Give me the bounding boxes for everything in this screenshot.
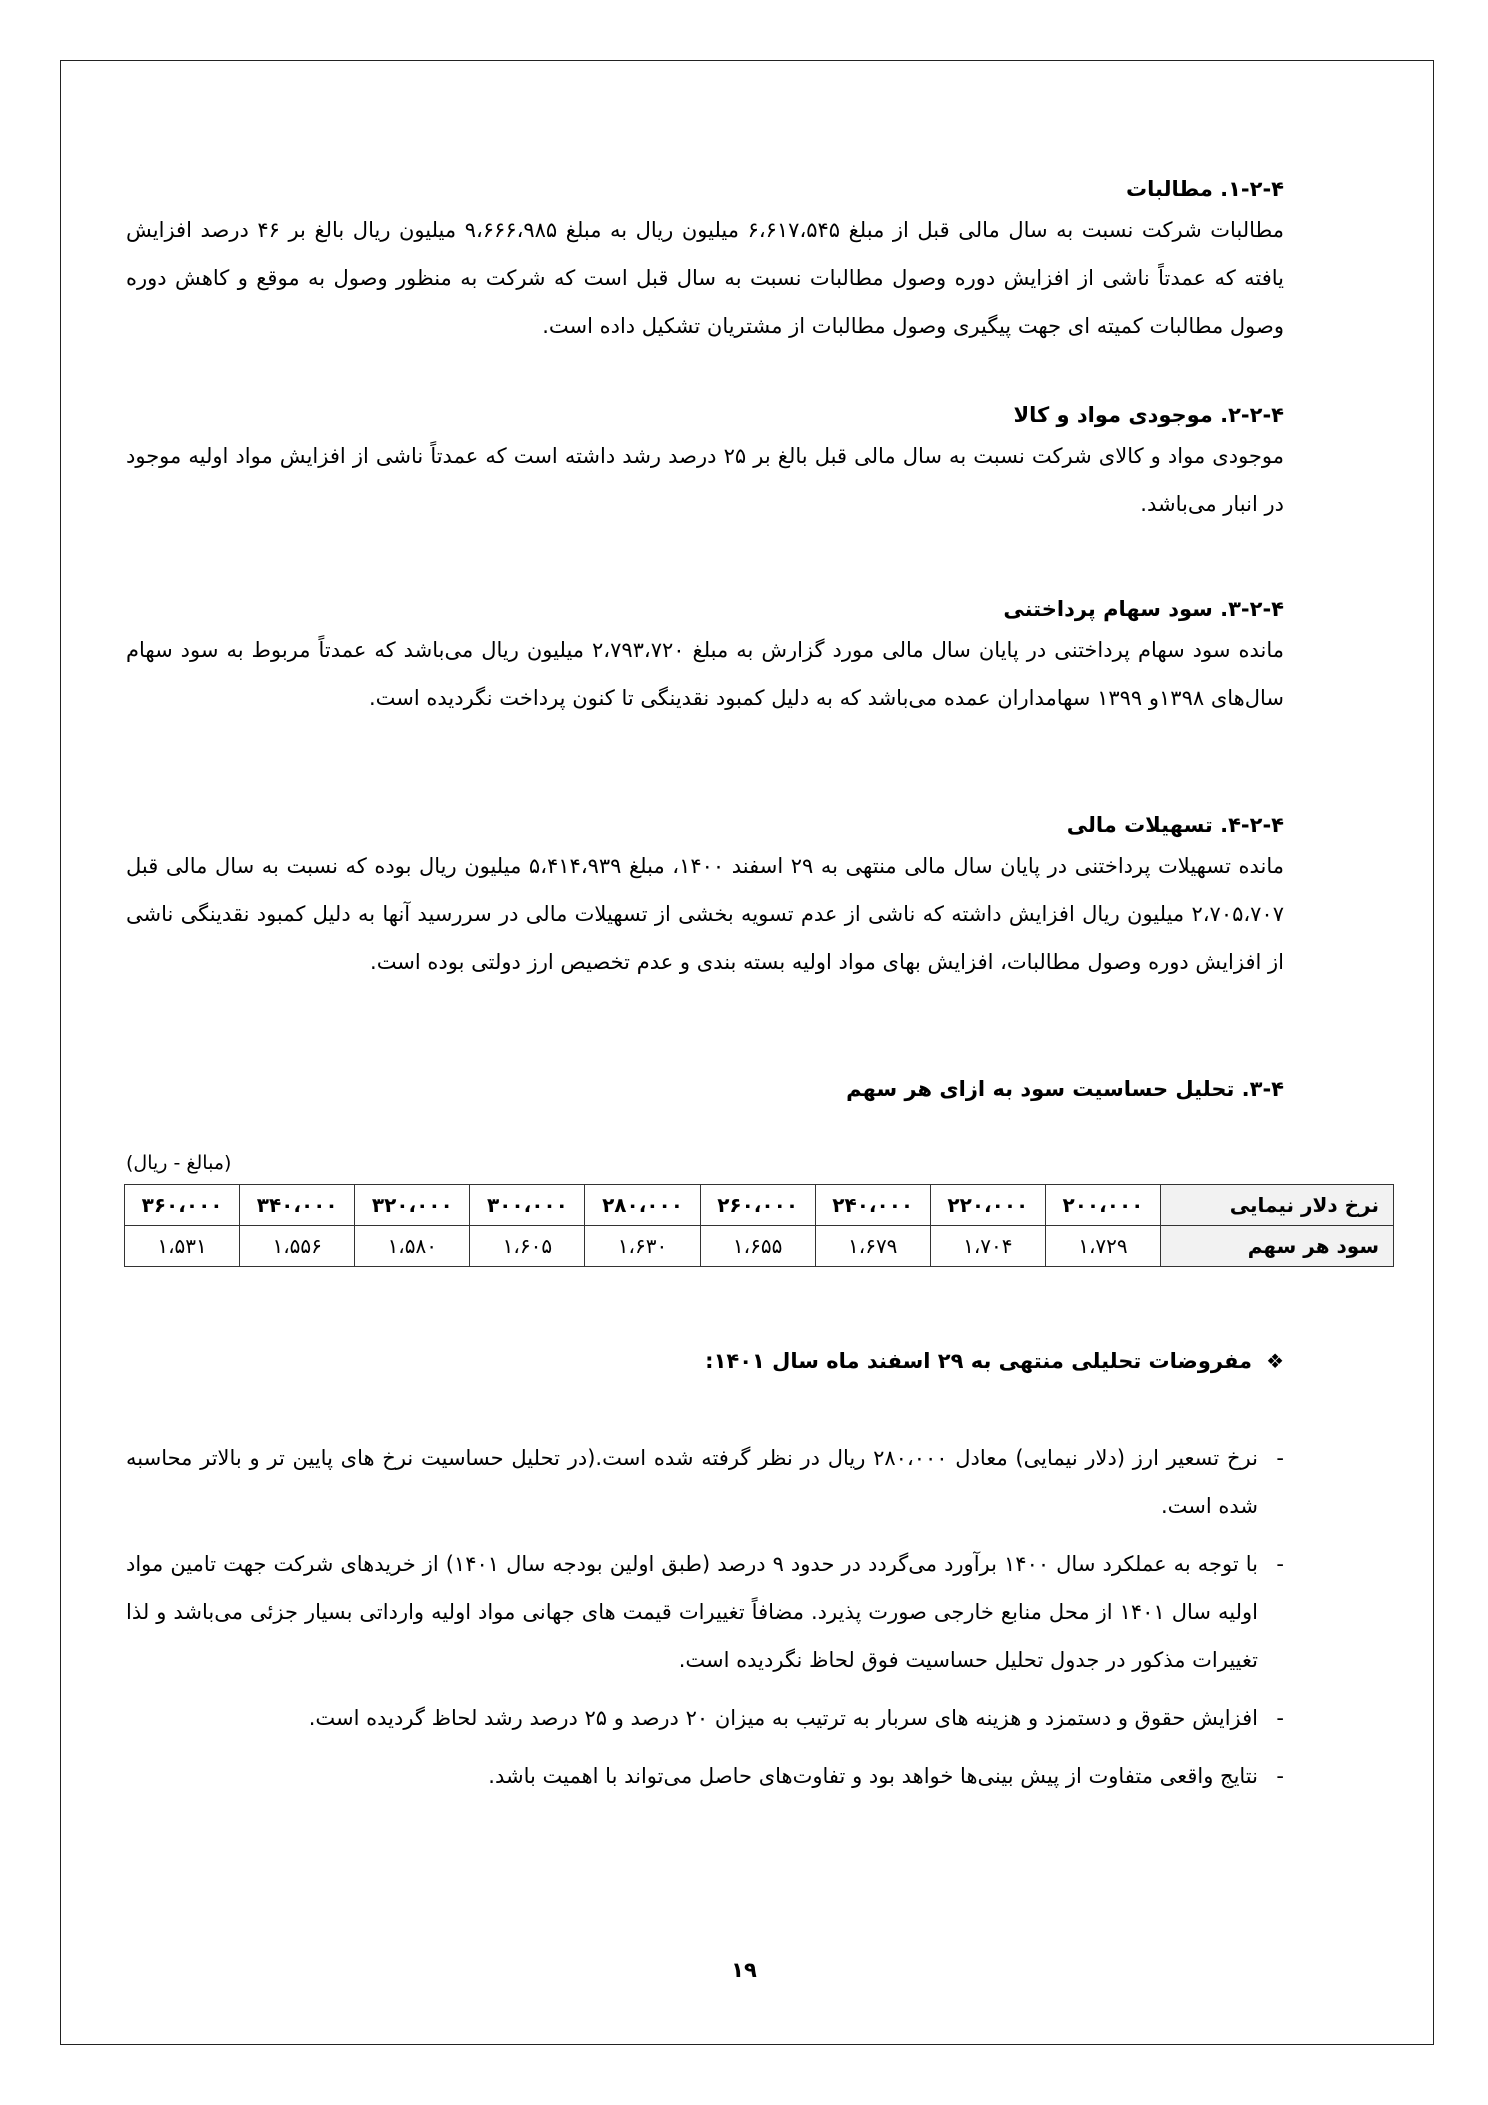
section-receivables: [126, 172, 1284, 350]
row-header-eps: سود هر سهم: [1161, 1226, 1394, 1267]
table-unit-label: (مبالغ - ریال): [126, 1152, 232, 1174]
table-cell: ۱،۶۷۹: [815, 1226, 930, 1267]
section-heading: ۳-۲-۴. سود سهام پرداختنی: [1003, 597, 1284, 621]
table-cell: ۱،۷۲۹: [1045, 1226, 1160, 1267]
list-item-text: افزایش حقوق و دستمزد و هزینه های سربار به ترتیب به میزان ۲۰ درصد و ۲۵ درصد رشد لحاظ گردیده است.: [308, 1706, 1258, 1730]
table-cell: ۲۶۰،۰۰۰: [700, 1185, 815, 1226]
table-cell: ۲۲۰،۰۰۰: [930, 1185, 1045, 1226]
section-heading: ۳-۴. تحلیل حساسیت سود به ازای هر سهم: [846, 1077, 1284, 1101]
table-cell: ۲۴۰،۰۰۰: [815, 1185, 930, 1226]
section-body: مطالبات شرکت نسبت به سال مالی قبل از مبلغ ۶،۶۱۷،۵۴۵ میلیون ریال به مبلغ ۹،۶۶۶،۹۸۵ میلیون ریال بالغ بر ۴۶ درصد افزایش یافته که عمدتاً ناشی از افزایش دوره وصول مطالبات نسبت به سال قبل است که شرکت به منظور وصول به موقع و کاهش دوره وصول مطالبات کمیته ای جهت پیگیری وصول مطالبات از مشتریان تشکیل داده است.: [126, 218, 1284, 338]
table-cell: ۱،۶۰۵: [470, 1226, 585, 1267]
section-heading: ۴-۲-۴. تسهیلات مالی: [1066, 813, 1284, 837]
dash-bullet: -: [1276, 1706, 1284, 1730]
table-cell: ۱،۵۵۶: [240, 1226, 355, 1267]
table-cell: ۱،۷۰۴: [930, 1226, 1045, 1267]
section-body: مانده سود سهام پرداختنی در پایان سال مالی مورد گزارش به مبلغ ۲،۷۹۳،۷۲۰ میلیون ریال می‌باشد که عمدتاً مربوط به سود سهام سال‌های ۱۳۹۸و ۱۳۹۹ سهامداران عمده می‌باشد که به دلیل کمبود نقدینگی تا کنون پرداخت نگردیده است.: [126, 638, 1284, 710]
section-dividends-payable: [126, 592, 1284, 722]
section-body: موجودی مواد و کالای شرکت نسبت به سال مالی قبل بالغ بر ۲۵ درصد رشد داشته است که عمدتاً ناشی از افزایش مواد اولیه موجود در انبار می‌باشد.: [126, 444, 1285, 516]
section-body: مانده تسهیلات پرداختنی در پایان سال مالی منتهی به ۲۹ اسفند ۱۴۰۰، مبلغ ۵،۴۱۴،۹۳۹ میلیون ریال بوده که نسبت به سال مالی قبل ۲،۷۰۵،۷۰۷ میلیون ریال افزایش داشته که ناشی از عدم تسویه بخشی از تسهیلات مالی در سررسید آنها به دلیل کمبود نقدینگی ناشی از افزایش دوره وصول مطالبات، افزایش بهای مواد اولیه بسته بندی و عدم تخصیص ارز دولتی بوده است.: [126, 854, 1285, 974]
table-cell: ۲۸۰،۰۰۰: [585, 1185, 700, 1226]
table-cell: ۲۰۰،۰۰۰: [1045, 1185, 1160, 1226]
list-item-text: با توجه به عملکرد سال ۱۴۰۰ برآورد می‌گردد در حدود ۹ درصد (طبق اولین بودجه سال ۱۴۰۱) از خریدهای شرکت جهت تامین مواد اولیه سال ۱۴۰۱ از محل منابع خارجی صورت پذیرد. مضافاً تغییرات قیمت های جهانی مواد اولیه وارداتی بسیار جزئی می‌باشد و لذا تغییرات مذکور در جدول تحلیل حساسیت فوق لحاظ نگردیده است.: [126, 1552, 1259, 1672]
page-number: ۱۹: [731, 1958, 757, 1982]
table-cell: ۳۰۰،۰۰۰: [470, 1185, 585, 1226]
dash-bullet: -: [1276, 1764, 1284, 1788]
list-item: [126, 1434, 1284, 1530]
assumptions-heading: [705, 1344, 1284, 1378]
table-cell: ۳۶۰،۰۰۰: [125, 1185, 240, 1226]
section-inventory: [126, 398, 1284, 528]
table-cell: ۱،۵۳۱: [125, 1226, 240, 1267]
list-item: [126, 1752, 1284, 1800]
dash-bullet: -: [1276, 1446, 1284, 1470]
assumptions-title-text: مفروضات تحلیلی منتهی به ۲۹ اسفند ماه سال ۱۴۰۱:: [705, 1349, 1253, 1373]
assumptions-list: [126, 1434, 1284, 1810]
table-cell: ۱،۵۸۰: [355, 1226, 470, 1267]
table-cell: ۳۲۰،۰۰۰: [355, 1185, 470, 1226]
section-heading: ۲-۲-۴. موجودی مواد و کالا: [1013, 403, 1284, 427]
row-header-rate: نرخ دلار نیمایی: [1161, 1185, 1394, 1226]
table-cell: ۱،۶۵۵: [700, 1226, 815, 1267]
section-sensitivity-analysis: [126, 1072, 1284, 1106]
list-item-text: نتایج واقعی متفاوت از پیش بینی‌ها خواهد بود و تفاوت‌های حاصل می‌تواند با اهمیت باشد.: [488, 1764, 1258, 1788]
table-cell: ۱،۶۳۰: [585, 1226, 700, 1267]
section-financial-facilities: [126, 808, 1284, 986]
list-item: [126, 1540, 1284, 1684]
section-heading: ۱-۲-۴. مطالبات: [1126, 177, 1284, 201]
table-cell: ۳۴۰،۰۰۰: [240, 1185, 355, 1226]
list-item: [126, 1694, 1284, 1742]
dash-bullet: -: [1276, 1552, 1284, 1576]
list-item-text: نرخ تسعیر ارز (دلار نیمایی) معادل ۲۸۰،۰۰۰ ریال در نظر گرفته شده است.(در تحلیل حساسیت نرخ های پایین تر و بالاتر محاسبه شده است.: [126, 1446, 1258, 1518]
diamond-bullet-icon: ❖: [1266, 1349, 1284, 1373]
sensitivity-table: [124, 1184, 1394, 1267]
table-row: [125, 1226, 1394, 1267]
table-row: [125, 1185, 1394, 1226]
